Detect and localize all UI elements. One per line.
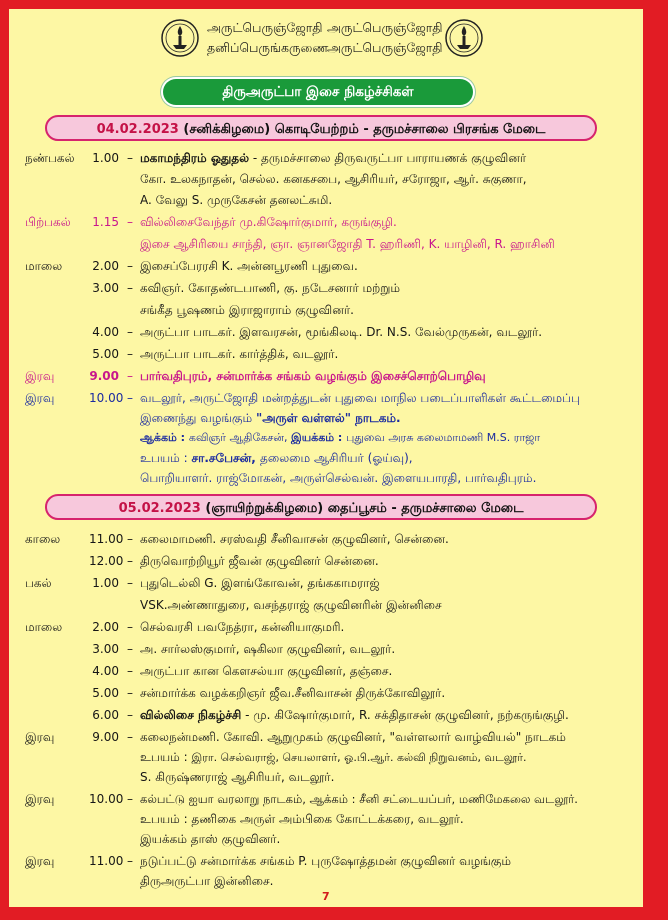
time-of-day: மாலை [25, 259, 63, 273]
schedule-row [9, 170, 643, 188]
drama-title: "அருள் வள்ளல்" நாடகம். [255, 411, 401, 425]
schedule-row [9, 706, 643, 724]
time-of-day: இரவு [25, 369, 55, 383]
event-detail: இணைந்து வழங்கும் [140, 411, 256, 425]
event-description: அருட்பா கான கௌசல்யா குழுவினர், தஞ்சை. [140, 664, 393, 678]
event-continuation [140, 449, 413, 467]
schedule-row [9, 149, 643, 167]
program-page [9, 9, 643, 907]
event-continuation: இசை ஆசிரியை சாந்தி, ஞா. ஞானஜோதி T. ஹரிணி, K. யாழினி, R. ஹாசினி [140, 237, 555, 251]
day1-date: 04.02.2023 [96, 122, 179, 137]
schedule-row [9, 552, 643, 570]
dash: – [127, 215, 133, 229]
dash: – [127, 281, 133, 295]
dash: – [127, 347, 133, 361]
event-continuation: இயக்கம் தாஸ் குழுவினர். [140, 832, 281, 846]
day1-heading [45, 115, 597, 141]
time: 12.00 [89, 554, 124, 568]
time-of-day: இரவு [25, 391, 55, 405]
schedule-row [9, 367, 643, 385]
schedule-row [9, 235, 643, 253]
time: 10.00 [89, 792, 124, 806]
time: 2.00 [92, 259, 119, 273]
event-continuation: திருஅருட்பா இன்னிசை. [140, 874, 274, 888]
dash: – [127, 708, 133, 722]
time: 1.00 [92, 576, 119, 590]
event-description: அருட்பா பாடகர். இளவரசன், மூங்கிலடி. Dr. N.S. வேல்முருகன், வடலூர். [140, 325, 543, 339]
day1-heading-text: (சனிக்கிழமை) கொடியேற்றம் - தருமச்சாலை பிரசங்க மேடை [183, 122, 546, 137]
time: 4.00 [92, 664, 119, 678]
event-title: மகாமந்திரம் ஓதுதல் [140, 151, 250, 165]
event-description: சன்மார்க்க வழக்கறிஞர் ஜீவ.சீனிவாசன் திருக்கோவிலூர். [140, 686, 446, 700]
schedule-row [9, 449, 643, 467]
schedule-row [9, 640, 643, 658]
event-description: அருட்பா பாடகர். கார்த்திக், வடலூர். [140, 347, 339, 361]
lamp-emblem-icon [444, 18, 484, 58]
time-of-day: இரவு [25, 792, 55, 806]
time: 10.00 [89, 391, 124, 405]
dash: – [127, 854, 133, 868]
schedule-row [9, 872, 643, 890]
day2-heading-text: (ஞாயிற்றுக்கிழமை) தைப்பூசம் - தருமச்சாலை மேடை [205, 501, 524, 516]
schedule-row [9, 469, 643, 487]
event-title: வில்லிசை நிகழ்ச்சி [140, 708, 242, 722]
event-description: கலைநன்மணி. கோவி. ஆறுமுகம் குழுவினர், "வள்ளலார் வாழ்வியல்" நாடகம் [140, 730, 566, 744]
event-description: கல்பட்டு ஐயா வரலாறு நாடகம், ஆக்கம் : சீனி சட்டையப்பர், மணிமேகலை வடலூர். [140, 792, 578, 806]
credit-value: இரா. செல்வராஜ், செயலாளர், ஓ.பி.ஆர். கல்வி நிறுவனம், வடலூர். [191, 751, 527, 764]
schedule-row [9, 279, 643, 297]
event-description: அ. சார்லஸ்குமார், ஷகிலா குழுவினர், வடலூர். [140, 642, 396, 656]
time-of-day: நண்பகல் [25, 151, 75, 165]
event-description: கவிஞர். கோதண்டபாணி, கு. நடேசனார் மற்றும் [140, 281, 401, 295]
credit-value: கவிஞர் ஆதிகேசன், [188, 431, 292, 444]
schedule-row [9, 830, 643, 848]
credit-value: புதுவை அரசு கலைமாமணி M.S. ராஜா [346, 431, 541, 444]
schedule-row [9, 790, 643, 808]
dash: – [127, 532, 133, 546]
event-description [140, 149, 526, 167]
time: 1.00 [92, 151, 119, 165]
schedule-row [9, 389, 643, 407]
time: 5.00 [92, 686, 119, 700]
schedule-row [9, 684, 643, 702]
time: 1.15 [92, 215, 119, 229]
time-of-day: மாலை [25, 620, 63, 634]
schedule-row [9, 429, 643, 447]
day2-date: 05.02.2023 [118, 501, 201, 516]
event-continuation: A. வேலு S. முருகேசன் தனலட்சுமி. [140, 193, 333, 207]
dash: – [127, 391, 133, 405]
event-continuation [140, 409, 401, 427]
schedule-row [9, 852, 643, 870]
schedule-row [9, 257, 643, 275]
event-description: வடலூர், அருட்ஜோதி மன்றத்துடன் புதுவை மாநில படைப்பாளிகள் கூட்டமைப்பு [140, 391, 580, 405]
schedule-row [9, 768, 643, 786]
schedule-row [9, 662, 643, 680]
schedule-row [9, 596, 643, 614]
schedule-row [9, 728, 643, 746]
program-title-banner: திருஅருட்பா இசை நிகழ்ச்சிகள் [163, 79, 473, 105]
dash: – [127, 686, 133, 700]
credit-label: இயக்கம் : [291, 431, 347, 444]
dash: – [127, 730, 133, 744]
credit-label: உபயம் : [140, 750, 192, 764]
event-continuation: VSK.அண்ணாதுரை, வசந்தராஜ் குழுவினரின் இன்னிசை [140, 598, 442, 612]
time-of-day: பகல் [25, 576, 52, 590]
time-of-day: காலை [25, 532, 61, 546]
dash: – [127, 554, 133, 568]
dash: – [127, 259, 133, 273]
time: 3.00 [92, 642, 119, 656]
event-continuation: பொறியாளர். ராஜ்மோகன், அருள்செல்வன். இளையபாரதி, பார்வதிபுரம். [140, 471, 537, 485]
event-description: வில்லிசைவேந்தர் மு.கிஷோர்குமார், கருங்குழி. [140, 215, 397, 229]
credit-label: உபயம் : [140, 451, 192, 465]
schedule-row [9, 409, 643, 427]
schedule-row [9, 574, 643, 592]
time: 11.00 [89, 532, 124, 546]
event-detail: - மு. கிஷோர்குமார், R. சக்திதாசன் குழுவினர், நற்கருங்குழி. [241, 708, 569, 722]
event-continuation: சங்கீத பூஷணம் இராஜாராம் குழுவினர். [140, 303, 354, 317]
schedule-row [9, 618, 643, 636]
day2-heading [45, 494, 597, 520]
invocation-text: அருட்பெருஞ்ஜோதி [207, 20, 323, 35]
schedule-row [9, 810, 643, 828]
schedule-row [9, 748, 643, 766]
schedule-row [9, 191, 643, 209]
time: 3.00 [92, 281, 119, 295]
time: 4.00 [92, 325, 119, 339]
schedule-row [9, 345, 643, 363]
event-description [140, 706, 569, 724]
time-of-day: இரவு [25, 854, 55, 868]
event-description: திருவொற்றியூர் ஜீவன் குழுவினர் சென்னை. [140, 554, 379, 568]
dash: – [127, 151, 133, 165]
event-continuation: கோ. உலகநாதன், செல்ல. கனகசபை, ஆசிரியர், சரோஜா, ஆர். சுகுணா, [140, 172, 527, 186]
event-description: பார்வதிபுரம், சன்மார்க்க சங்கம் வழங்கும் இசைச்சொற்பொழிவு [140, 369, 486, 383]
invocation-text: தனிப்பெருங்கருணை [207, 40, 329, 55]
event-detail: - தருமச்சாலை திருவருட்பா பாராயணக் குழுவினர் [249, 151, 527, 165]
page-number: 7 [322, 890, 330, 903]
time: 11.00 [89, 854, 124, 868]
event-continuation: S. கிருஷ்ணராஜ் ஆசிரியர், வடலூர். [140, 770, 335, 784]
dash: – [127, 642, 133, 656]
event-description: புதுடெல்லி G. இளங்கோவன், தங்ககாமராஜ் [140, 576, 380, 590]
invocation-text: அருட்பெருஞ்ஜோதி [327, 20, 443, 35]
credit-value: தலைமை ஆசிரியர் (ஓய்வு), [260, 451, 413, 465]
lamp-emblem-icon [160, 18, 200, 58]
time-of-day: பிற்பகல் [25, 215, 71, 229]
schedule-row [9, 301, 643, 319]
event-description: நடுப்பட்டு சன்மார்க்க சங்கம் P. புருஷோத்தமன் குழுவினர் வழங்கும் [140, 854, 511, 868]
credit-value: சா.சபேசன், [191, 451, 261, 465]
event-description: கலைமாமணி. சரஸ்வதி சீனிவாசன் குழுவினர், சென்னை. [140, 532, 449, 546]
dash: – [127, 325, 133, 339]
dash: – [127, 792, 133, 806]
dash: – [127, 576, 133, 590]
event-continuation [140, 429, 540, 447]
time: 9.00 [92, 730, 119, 744]
dash: – [127, 620, 133, 634]
schedule-row [9, 213, 643, 231]
time: 5.00 [92, 347, 119, 361]
time-of-day: இரவு [25, 730, 55, 744]
time: 9.00 [89, 369, 119, 383]
event-description: இசைப்பேரரசி K. அன்னபூரணி புதுவை. [140, 259, 358, 273]
event-description: செல்வரசி பவநேத்ரா, கன்னியாகுமரி. [140, 620, 345, 634]
credit-label: ஆக்கம் : [140, 431, 189, 444]
event-continuation [140, 748, 527, 767]
event-continuation: உபயம் : தணிகை அருள் அம்பிகை கோட்டக்கரை, வடலூர். [140, 812, 464, 826]
time: 2.00 [92, 620, 119, 634]
schedule-row [9, 323, 643, 341]
dash: – [127, 369, 133, 383]
invocation-text: அருட்பெருஞ்ஜோதி [327, 40, 443, 55]
dash: – [127, 664, 133, 678]
time: 6.00 [92, 708, 119, 722]
schedule-row [9, 530, 643, 548]
